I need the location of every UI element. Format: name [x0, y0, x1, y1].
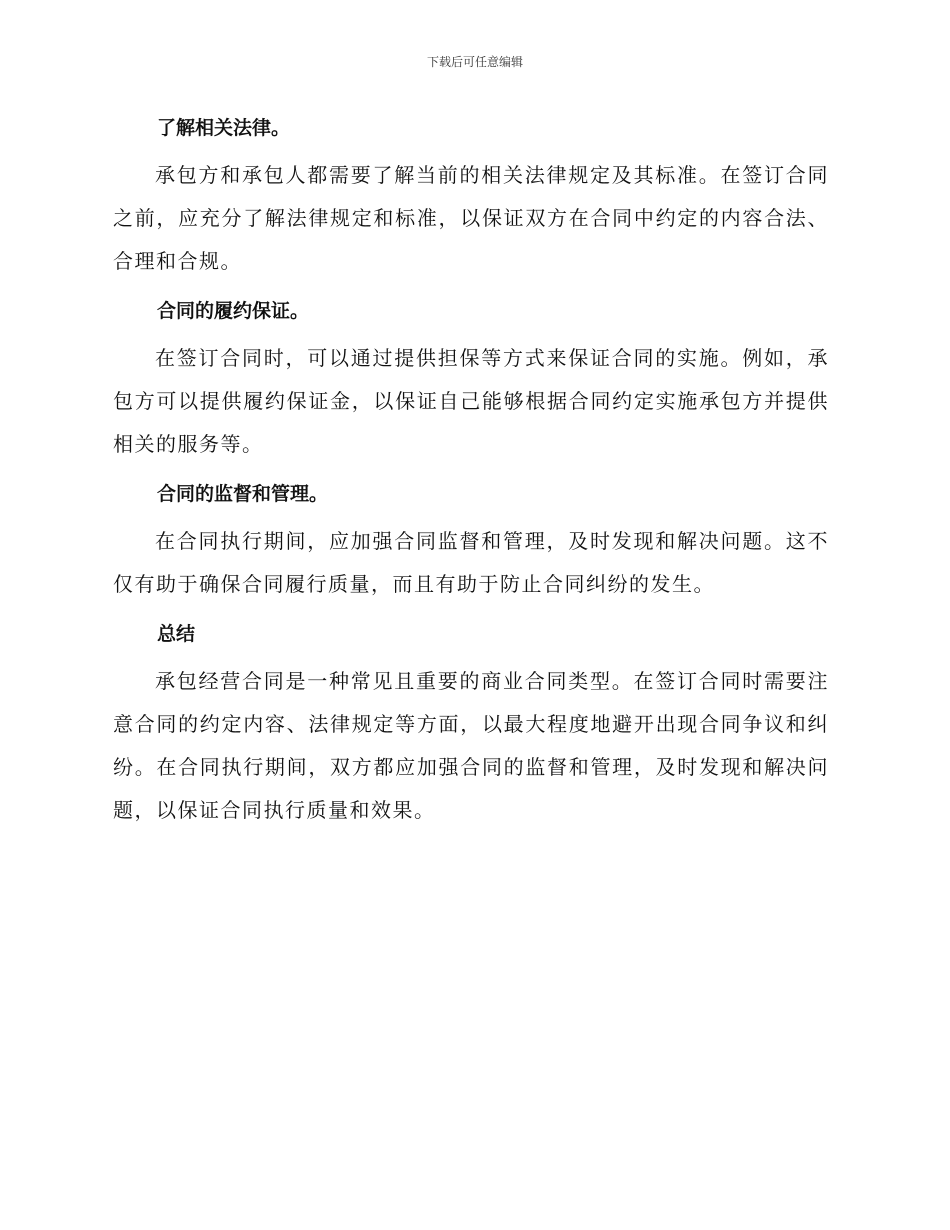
section-heading-supervision: 合同的监督和管理。	[157, 483, 329, 505]
section-paragraph-supervision: 在合同执行期间，应加强合同监督和管理，及时发现和解决问题。这不仅有助于确保合同履行质量，而且有助于防止合同纠纷的发生。	[113, 529, 829, 596]
section-heading-law: 了解相关法律。	[157, 117, 291, 139]
section-heading-summary: 总结	[157, 623, 196, 645]
page-header: 下载后可任意编辑	[426, 55, 523, 69]
section-heading-performance-guarantee: 合同的履约保证。	[157, 300, 310, 322]
section-paragraph-law: 承包方和承包人都需要了解当前的相关法律规定及其标准。在签订合同之前，应充分了解法律规定和标准，以保证双方在合同中约定的内容合法、合理和合规。	[113, 163, 829, 273]
section-paragraph-performance-guarantee: 在签订合同时，可以通过提供担保等方式来保证合同的实施。例如，承包方可以提供履约保证金，以保证自己能够根据合同约定实施承包方并提供相关的服务等。	[113, 346, 829, 456]
document-body	[113, 110, 829, 842]
section-paragraph-summary: 承包经营合同是一种常见且重要的商业合同类型。在签订合同时需要注意合同的约定内容、法律规定等方面，以最大程度地避开出现合同争议和纠纷。在合同执行期间，双方都应加强合同的监督和管理，及时发现和解决问题，以保证合同执行质量和效果。	[113, 669, 829, 822]
